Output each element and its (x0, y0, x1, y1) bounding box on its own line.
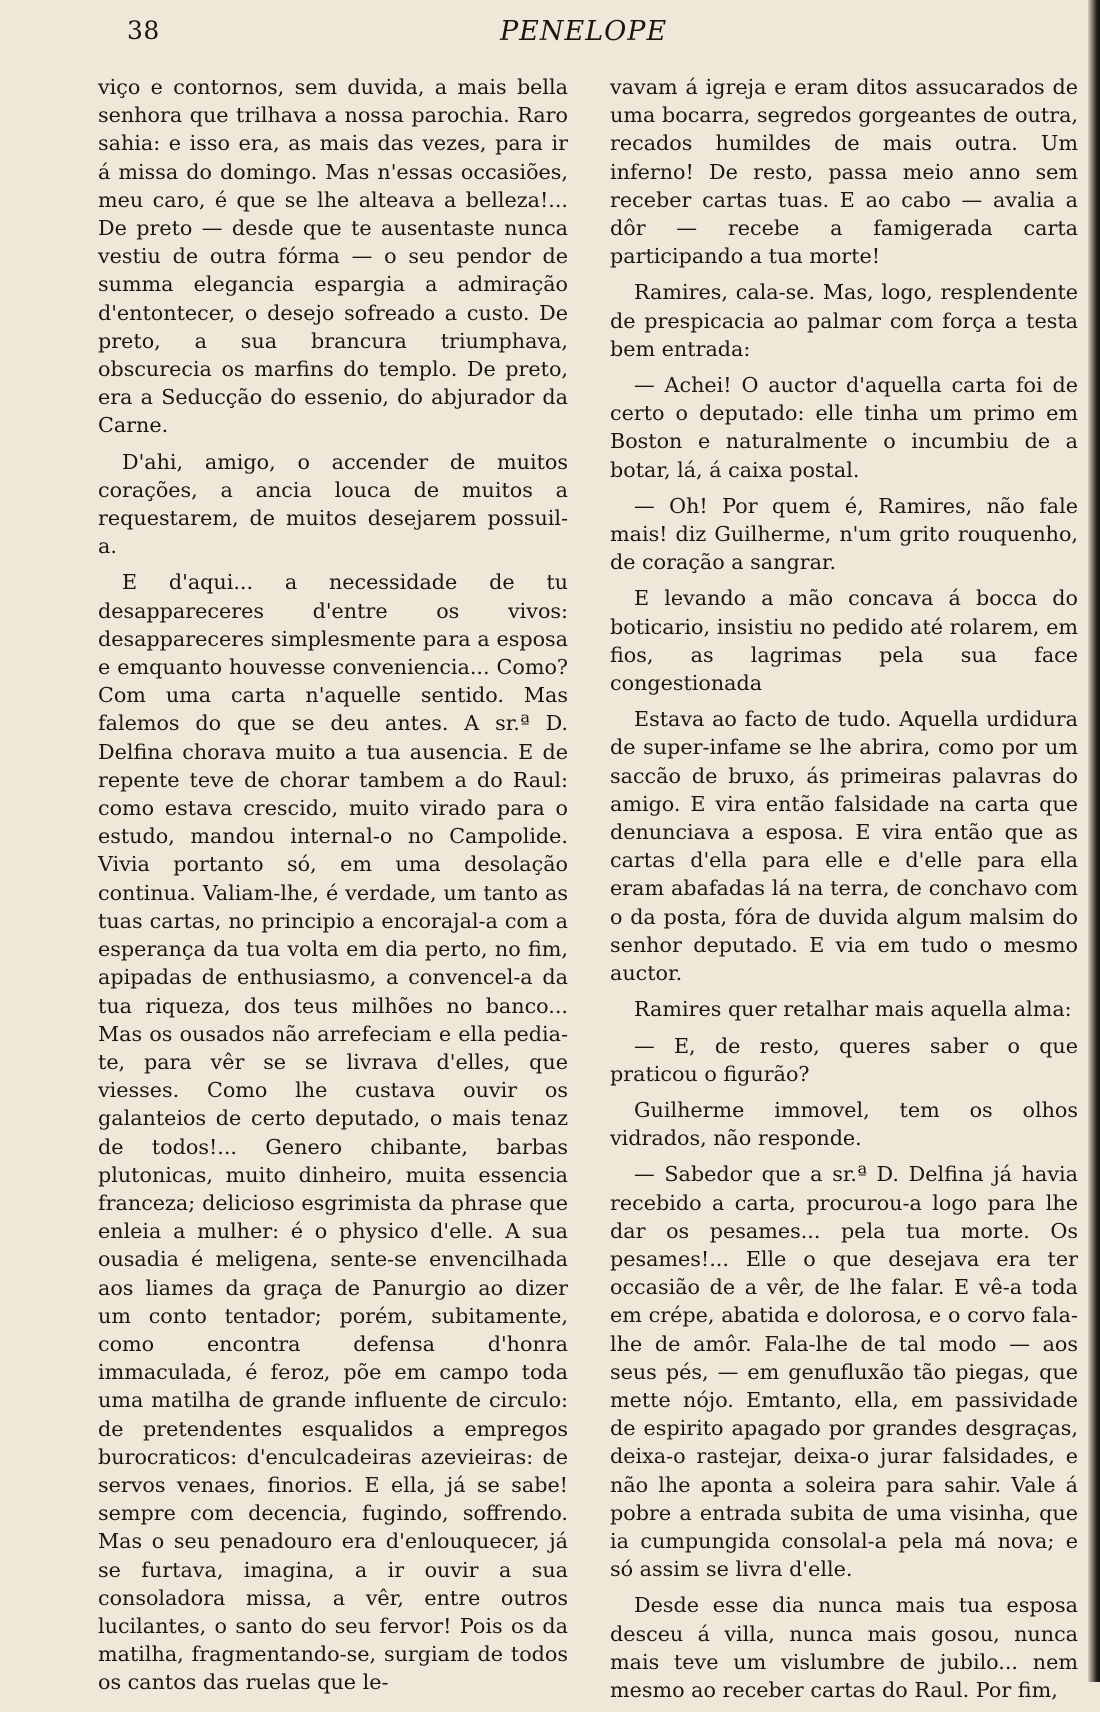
left-column (98, 73, 568, 1705)
paragraph: D'ahi, amigo, o accender de muitos corações, a ancia louca de muitos a requestarem, de muitos desejarem possuil-a. (98, 449, 568, 559)
paragraph: — E, de resto, queres saber o que praticou o figurão? (610, 1033, 1078, 1086)
paragraph: Desde esse dia nunca mais tua esposa desceu á villa, nunca mais gosou, nunca mais teve um vislumbre de jubilo... nem mesmo ao receber cartas do Raul. Por fim, (610, 1593, 1078, 1702)
paragraph: — Achei! O auctor d'aquella carta foi de certo o deputado: elle tinha um primo em Boston e naturalmente o incumbiu de a botar, lá, á caixa postal. (610, 373, 1078, 482)
page-number: 38 (127, 16, 160, 45)
right-column (610, 73, 1078, 1712)
paragraph: Guilherme immovel, tem os olhos vidrados, não responde. (610, 1097, 1078, 1151)
paragraph: E d'aqui... a necessidade de tu desappareceres d'entre os vivos: desappareceres simplesmente para a esposa e emquanto houvesse conveniencia... Como? Com uma carta n'aquelle sentido. Mas falemos do que se deu antes. A sr.ª D. Delfina chorava muito a tua ausencia. E de repente teve de chorar tambem a do Raul: como estava crescido, muito virado para o estudo, mandou internal-o no Campolide. Vivia portanto só, em uma desolação continua. Valiam-lhe, é verdade, um tanto as tuas cartas, no principio a encorajal-a com a esperança da tua volta em dia perto, no fim, apipadas de enthusiasmo, a convencel-a da tua riqueza, dos teus milhões no banco... Mas os ousados não arrefeciam e ella pedia-te, para vêr se se livrava d'elles, que viesses. Como lhe custava ouvir os galanteios de certo deputado, o mais tenaz de todos!... Genero chibante, barbas plutonicas, muito dinheiro, muita essencia franceza; delicioso esgrimista da phrase que enleia a mulher: é o physico d'elle. A sua ousadia é meligena, sente-se envencilhada aos liames da graça de Panurgio ao dizer um conto tentador; porém, subitamente, como encontra defensa d'honra immaculada, é feroz, põe em campo toda uma matilha de grande influente de circulo: de pretendentes esqualidos a empregos burocraticos: d'enculcadeiras azevieiras: de servos venaes, finorios. E ella, já se sabe! sempre com decencia, fugindo, soffrendo. Mas o seu penadouro era d'enlouquecer, já se furtava, imagina, a ir ouvir a sua consoladora missa, a vêr, entre outros lucilantes, o santo do seu fervor! Pois os da matilha, fragmentando-se, surgiam de todos os cantos das ruelas que le- (98, 570, 568, 1695)
paragraph: Ramires, cala-se. Mas, logo, resplendente de prespicacia ao palmar com força a testa bem entrada: (610, 280, 1078, 361)
paragraph: — Sabedor que a sr.ª D. Delfina já havia recebido a carta, procurou-a logo para lhe dar os pesames... pela tua morte. Os pesames!... Elle o que desejava era ter occasião de a vêr, de lhe falar. E vê-a toda em crépe, abatida e dolorosa, e o corvo fala-lhe de amôr. Fala-lhe de tal modo — aos seus pés, — em genufluxão tão piegas, que mette nójo. Emtanto, ella, em passividade de espirito apagado por grandes desgraças, deixa-o rastejar, deixa-o jurar falsidades, e não lhe aponta a soleira para sahir. Vale á pobre a entrada subita de uma visinha, que ia cumpungida consolal-a pela má nova; e só assim se livra d'elle. (610, 1162, 1078, 1582)
page-edge-shadow (1088, 0, 1100, 1682)
paragraph: E levando a mão concava á bocca do boticario, insistiu no pedido até rolarem, em fios, as lagrimas pela sua face congestionada (610, 586, 1078, 696)
paragraph: Estava ao facto de tudo. Aquella urdidura de super-infame se lhe abrira, como por um saccão de bruxo, ás primeiras palavras do amigo. E vira então falsidade na carta que denunciava a esposa. E vira então que as cartas d'ella para elle e d'elle para ella eram abafadas lá na terra, de conchavo com o da posta, fóra de duvida algum malsim do senhor deputado. E via em tudo o mesmo auctor. (610, 707, 1078, 986)
paragraph: Ramires quer retalhar mais aquella alma: (634, 997, 1072, 1022)
paragraph: viço e contornos, sem duvida, a mais bella senhora que trilhava a nossa parochia. Raro sahia: e isso era, as mais das vezes, para ir á missa do domingo. Mas n'essas occasiões, meu caro, é que se lhe alteava a belleza!... De preto — desde que te ausentaste nunca vestiu de outra fórma — o seu pendor de summa elegancia espargia a admiração d'entontecer, o desejo sofreado a custo. De preto, a sua brancura triumphava, obscurecia os marfins do templo. De preto, era a Seducção do essenio, do abjurador da Carne. (98, 75, 568, 438)
paragraph: — Oh! Por quem é, Ramires, não fale mais! diz Guilherme, n'um grito rouquenho, de coração a sangrar. (610, 493, 1078, 575)
page-header (0, 0, 1100, 60)
paragraph: vavam á igreja e eram ditos assucarados de uma bocarra, segredos gorgeantes de outra, recados humildes de mais outra. Um inferno! De resto, passa meio anno sem receber cartas tuas. E ao cabo — avalia a dôr — recebe a famigerada carta participando a tua morte! (610, 75, 1078, 269)
running-title: PENELOPE (500, 16, 668, 47)
